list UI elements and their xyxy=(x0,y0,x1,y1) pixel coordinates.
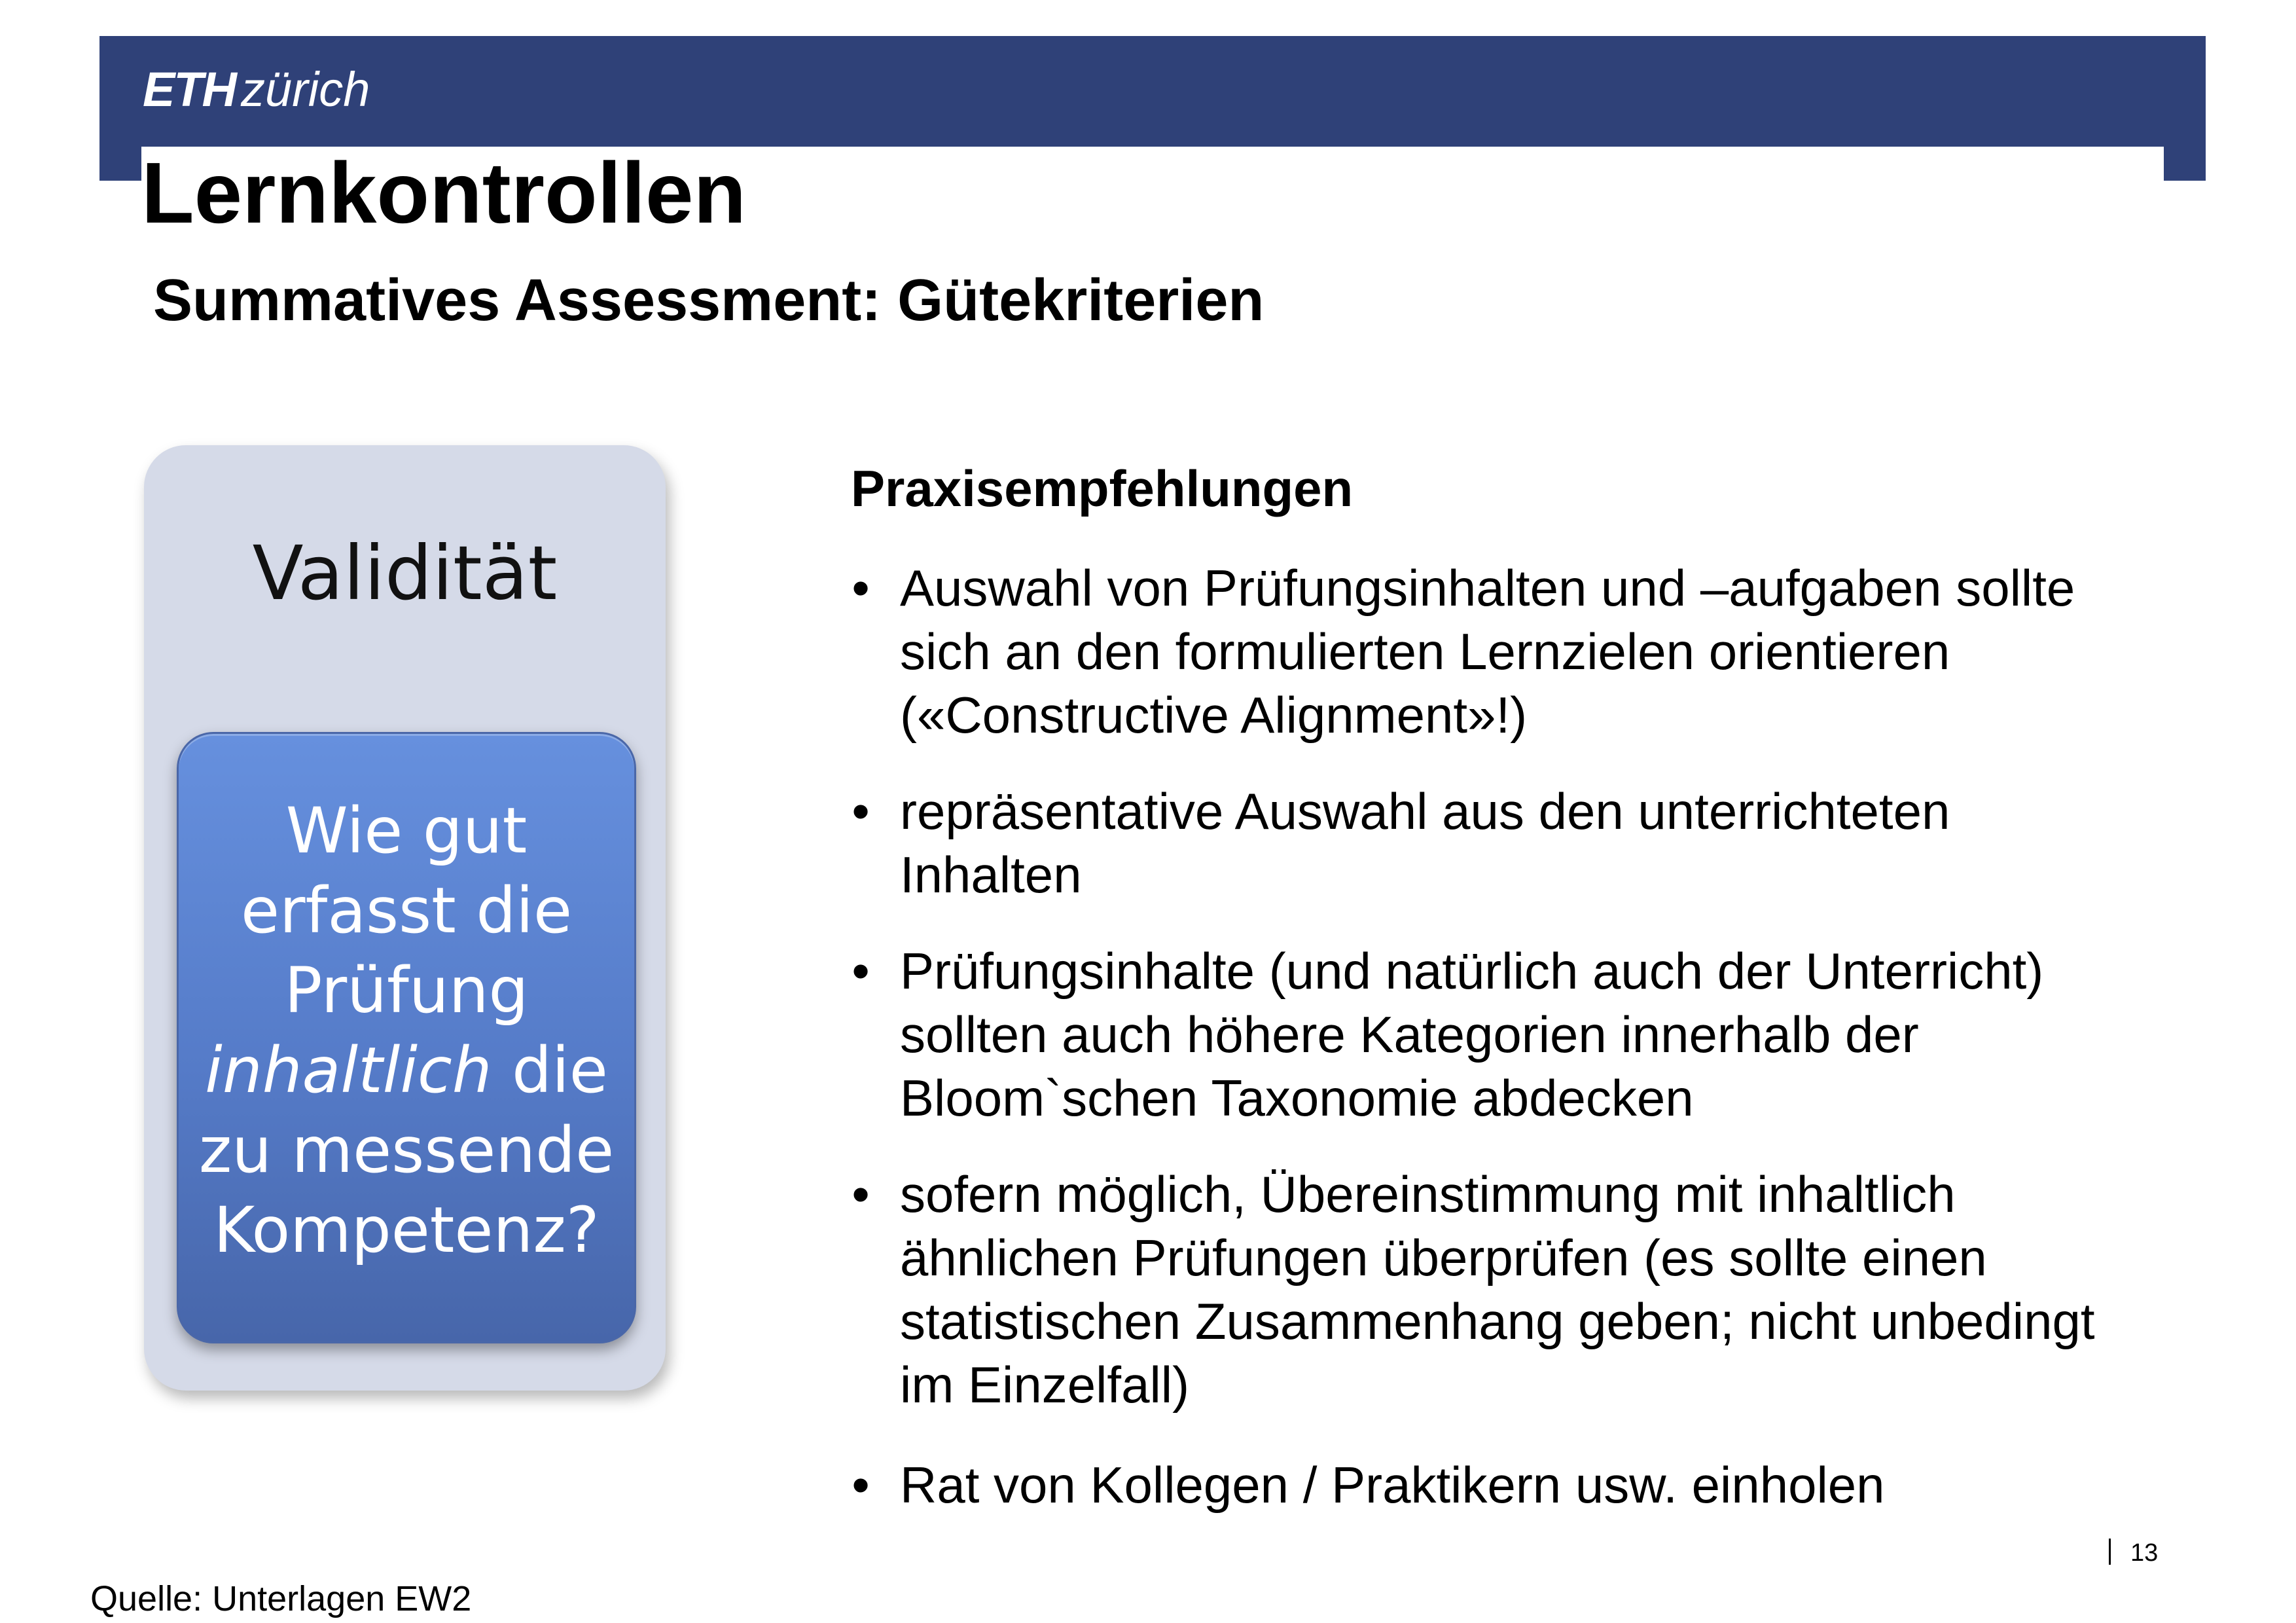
practice-list xyxy=(848,556,2144,1517)
logo-zurich-text: zürich xyxy=(241,62,370,117)
list-item-text: Rat von Kollegen / Praktikern usw. einholen xyxy=(900,1456,1885,1514)
question-line-3: Prüfung xyxy=(284,954,529,1027)
logo-eth-text: ETH xyxy=(143,62,236,117)
list-item xyxy=(848,1163,2144,1417)
source-note: Quelle: Unterlagen EW2 xyxy=(90,1579,472,1618)
practice-heading: Praxisempfehlungen xyxy=(851,460,1354,517)
list-item-text: repräsentative Auswahl aus den unterrichteten Inhalten xyxy=(900,782,1950,903)
list-item-text: sofern möglich, Übereinstimmung mit inhaltlich ähnlichen Prüfungen überprüfen (es sollte einen statistischen Zusammenhang geben; nicht unbedingt im Einzelfall) xyxy=(900,1165,2095,1413)
bullet-dot: • xyxy=(852,782,870,840)
list-item-text: Prüfungsinhalte (und natürlich auch der Unterricht) sollten auch höhere Kategorien innerhalb der Bloom`schen Taxonomie abdecken xyxy=(900,942,2044,1127)
question-line-4-rest: die xyxy=(492,1034,608,1107)
list-item xyxy=(848,780,2144,907)
eth-logo xyxy=(143,62,370,120)
bullet-dot: • xyxy=(852,1456,870,1514)
question-line-4 xyxy=(177,1030,636,1110)
question-line-2: erfasst die xyxy=(240,874,572,947)
validity-question-text xyxy=(177,791,636,1270)
validity-card-title: Validität xyxy=(252,530,558,617)
list-item xyxy=(848,939,2144,1130)
question-italic-word: inhaltlich xyxy=(205,1034,492,1107)
slide-subtitle: Summatives Assessment: Gütekriterien xyxy=(153,268,1265,333)
list-item-text: Auswahl von Prüfungsinhalten und –aufgaben sollte sich an den formulierten Lernzielen orientieren («Constructive Alignment»!) xyxy=(900,559,2075,744)
list-item xyxy=(848,556,2144,747)
bullet-dot: • xyxy=(852,942,870,1000)
question-line-1: Wie gut xyxy=(285,794,528,867)
slide-title: Lernkontrollen xyxy=(141,145,747,241)
question-line-5: zu messende xyxy=(198,1114,615,1187)
list-item xyxy=(848,1453,2144,1517)
bullet-dot: • xyxy=(852,559,870,617)
page-number-divider xyxy=(2109,1539,2111,1565)
question-line-6: Kompetenz? xyxy=(213,1194,600,1267)
page-number: 13 xyxy=(2130,1539,2159,1567)
bullet-dot: • xyxy=(852,1165,870,1223)
